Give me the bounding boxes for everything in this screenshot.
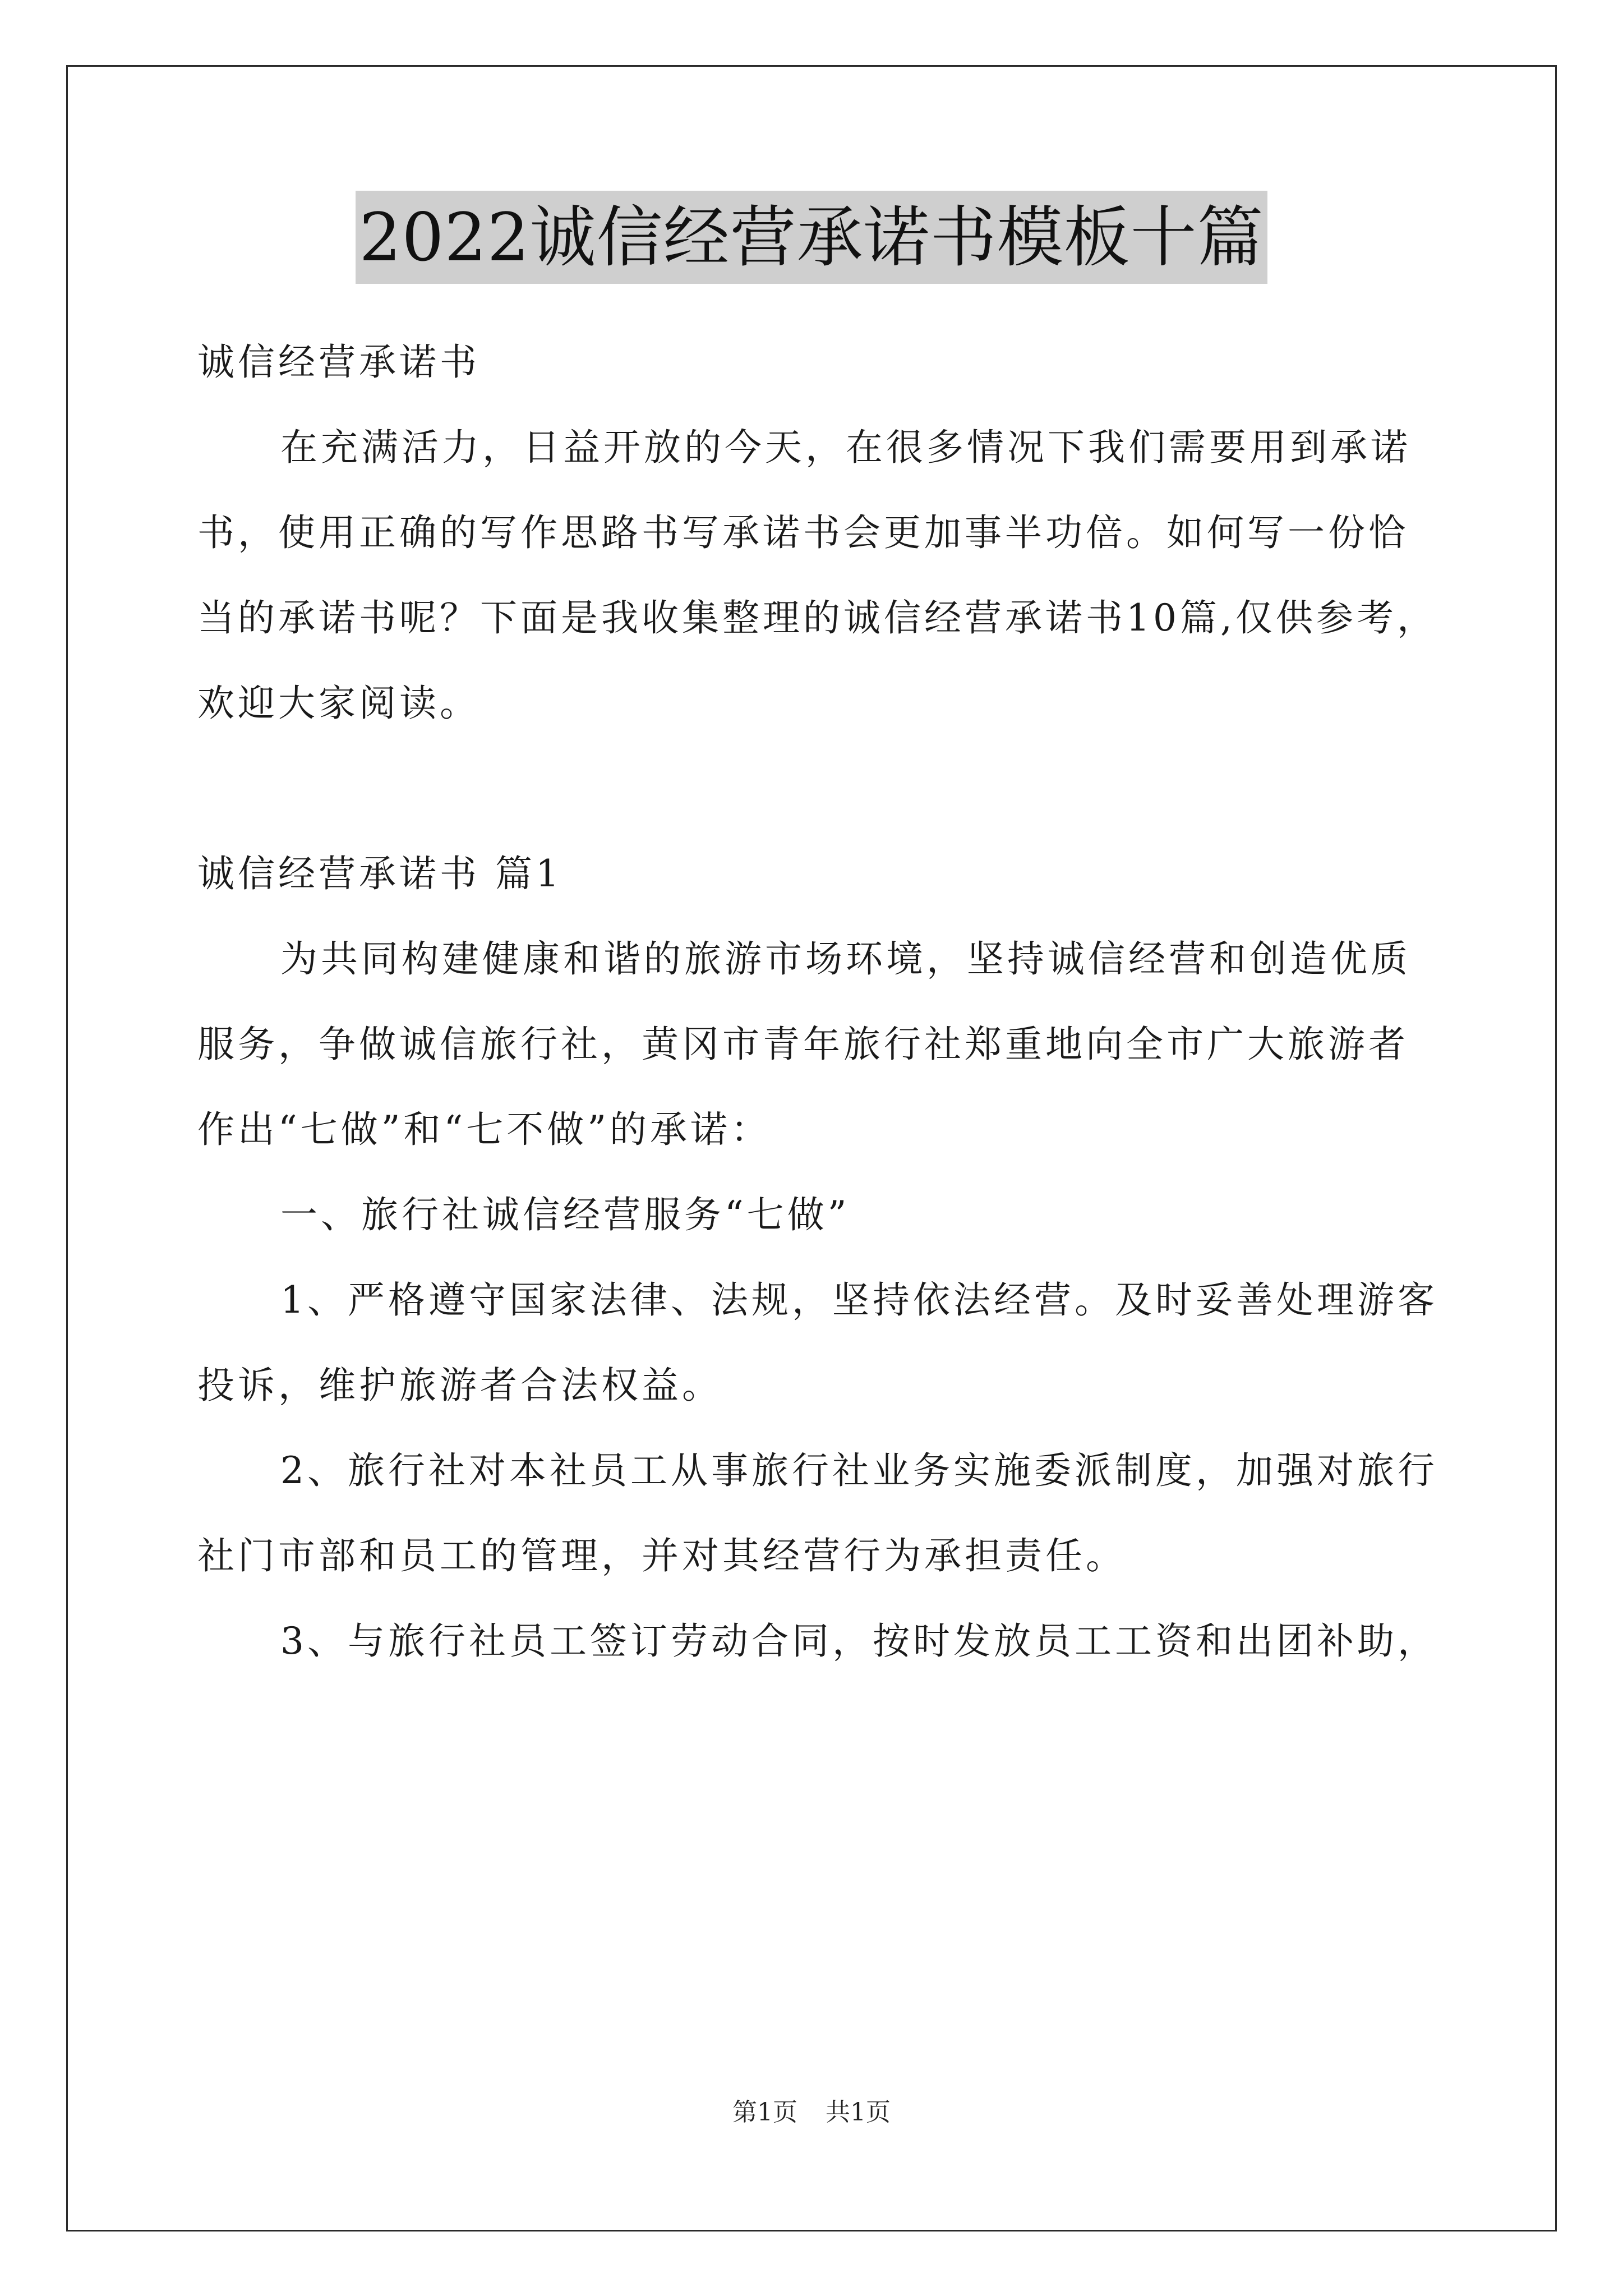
section-heading: 诚信经营承诺书 篇1 (197, 852, 562, 895)
list-item-line: 3、与旅行社员工签订劳动合同，按时发放员工工资和出团补助， (280, 1619, 1438, 1663)
page-total: 共1页 (826, 2098, 891, 2127)
document-title: 2022诚信经营承诺书模板十篇 (356, 191, 1267, 284)
paragraph-line: 为共同构建健康和谐的旅游市场环境，坚持诚信经营和创造优质 (280, 937, 1411, 981)
intro-line: 书，使用正确的写作思路书写承诺书会更加事半功倍。如何写一份恰 (197, 511, 1409, 554)
paragraph-line: 作出“七做”和“七不做”的承诺： (197, 1108, 771, 1151)
list-item-line: 社门市部和员工的管理，并对其经营行为承担责任。 (197, 1534, 1126, 1577)
list-item-line: 2、旅行社对本社员工从事旅行社业务实施委派制度，加强对旅行 (280, 1449, 1438, 1492)
list-item-line: 1、严格遵守国家法律、法规，坚持依法经营。及时妥善处理游客 (280, 1278, 1438, 1322)
intro-heading: 诚信经营承诺书 (197, 341, 480, 384)
intro-line: 欢迎大家阅读。 (197, 682, 480, 725)
intro-line: 当的承诺书呢？下面是我收集整理的诚信经营承诺书10篇,仅供参考， (197, 596, 1437, 639)
sub-heading: 一、旅行社诚信经营服务“七做” (280, 1193, 850, 1236)
page-number: 第1页 (732, 2098, 797, 2127)
section-spacer (197, 746, 1431, 831)
page-footer (0, 2096, 1623, 2129)
intro-line: 在充满活力，日益开放的今天，在很多情况下我们需要用到承诺 (280, 426, 1411, 469)
paragraph-line: 服务，争做诚信旅行社，黄冈市青年旅行社郑重地向全市广大旅游者 (197, 1023, 1409, 1066)
list-item-line: 投诉，维护旅游者合法权益。 (197, 1364, 722, 1407)
document-body (197, 320, 1438, 1684)
title-container (0, 191, 1623, 284)
